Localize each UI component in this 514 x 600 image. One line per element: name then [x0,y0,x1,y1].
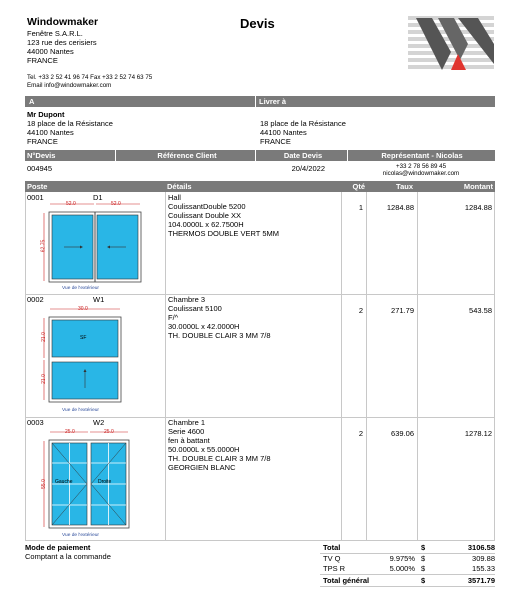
row-poste: 0001 [27,193,44,202]
grand-total-currency: $ [421,576,426,585]
dim-width-right: 25.0 [104,429,114,435]
detail-line: F/^ [168,313,179,322]
bill-line: 18 place de la Résistance [27,119,113,128]
detail-line: Chambre 1 [168,418,206,427]
detail-line: Coulissant Double XX [168,211,241,220]
ship-line: FRANCE [260,137,291,146]
dim-width-left: 52.0 [66,201,76,207]
detail-line: Chambre 3 [168,295,206,304]
info-header-bar [25,150,495,161]
exterior-view-caption: Vue de l'extérieur [62,286,100,291]
quote-date-header: Date Devis [283,151,323,160]
rep-email: nicolas@windowmaker.com [382,170,460,177]
dim-height: 62.75 [40,239,47,253]
ship-line: 18 place de la Résistance [260,119,346,128]
row-code: W2 [93,418,105,427]
company-line: Fenêtre S.A.R.L. [27,29,83,38]
ship-to-block [260,119,346,146]
detail-line: TH. DOUBLE CLAIR 3 MM 7/8 [168,454,271,463]
bill-line: FRANCE [27,137,58,146]
grand-total-label: Total général [323,576,370,585]
company-line: 123 rue des cerisiers [27,38,97,47]
document-title: Devis [240,16,275,31]
tvq-currency: $ [421,554,426,563]
row-code: D1 [93,193,103,202]
window-drawing-w2 [40,429,140,540]
representative-contact [347,163,495,177]
representative-header: Représentant - Nicolas [381,151,463,160]
detail-line: THERMOS DOUBLE VERT 5MM [168,229,279,238]
payment-label: Mode de paiement [25,543,91,552]
quote-number: 004945 [27,164,53,173]
row-details [168,418,271,472]
detail-line: GEORGIEN BLANC [168,463,236,472]
tps-label: TPS R [323,564,346,573]
col-details: Détails [167,182,192,191]
detail-line: Serie 4600 [168,427,205,436]
tps-value: 155.33 [472,564,495,573]
window-drawing-w1 [40,306,130,416]
ship-to-header: Livrer à [259,97,287,106]
row-qte: 1 [358,203,363,212]
bill-line: 44100 Nantes [27,128,74,137]
company-contact [27,74,152,90]
row-taux: 639.06 [391,429,414,438]
client-reference-header: Référence Client [157,151,217,160]
grand-total-value: 3571.79 [467,576,495,585]
row-montant: 1278.12 [464,429,492,438]
company-address [27,29,97,65]
right-sash-label: Droite [98,479,112,485]
detail-line: TH. DOUBLE CLAIR 3 MM 7/8 [168,331,271,340]
row-qte: 2 [358,429,363,438]
bill-to-block [27,110,113,146]
total-label: Total [323,543,341,552]
items-header-bar [25,181,495,192]
tps-currency: $ [421,564,426,573]
col-qte: Qté [352,182,365,191]
row-details [168,295,271,340]
exterior-view-caption: Vue de l'extérieur [62,408,100,413]
company-email: Email info@windowmaker.com [27,82,112,89]
row-poste: 0003 [27,418,44,427]
windowmaker-logo [408,14,494,74]
left-sash-label: Gauche [55,479,73,485]
row-code: W1 [93,295,105,304]
row-taux: 1284.88 [386,203,414,212]
detail-line: CoulissantDouble 5200 [168,202,246,211]
window-drawing-d1 [40,201,146,293]
dim-width-left: 25.0 [65,429,75,435]
company-phone: Tel. +33 2 52 41 96 74 Fax +33 2 52 74 63 75 [27,74,153,81]
tvq-rate: 9.975% [389,554,415,563]
rep-phone: +33 2 78 56 89 45 [395,163,447,170]
tvq-label: TV Q [323,554,341,563]
row-montant: 543.58 [469,306,492,315]
pane-label: SF [80,335,87,341]
dim-width-right: 52.0 [111,201,121,207]
bill-to-header: A [29,97,35,106]
company-name: Windowmaker [27,16,99,28]
detail-line: 50.0000L x 55.0000H [168,445,240,454]
dim-height-top: 21.0 [40,332,47,342]
dim-width: 30.0 [78,306,88,312]
dim-height: 55.0 [40,479,47,489]
row-poste: 0002 [27,295,44,304]
col-poste: Poste [27,182,48,191]
dim-height-bottom: 21.0 [40,374,47,384]
quote-date: 20/4/2022 [291,164,325,173]
client-name: Mr Dupont [27,110,65,119]
tps-rate: 5.000% [389,564,415,573]
col-montant: Montant [463,182,493,191]
total-currency: $ [421,543,426,552]
detail-line: Hall [168,193,181,202]
col-taux: Taux [396,182,413,191]
row-taux: 271.79 [391,306,414,315]
row-qte: 2 [358,306,363,315]
row-montant: 1284.88 [464,203,492,212]
total-value: 3106.58 [467,543,495,552]
tvq-value: 309.88 [472,554,495,563]
detail-line: fen à battant [168,436,210,445]
ship-line: 44100 Nantes [260,128,307,137]
exterior-view-caption: Vue de l'extérieur [62,533,100,538]
detail-line: 104.0000L x 62.7500H [168,220,244,229]
detail-line: 30.0000L x 42.0000H [168,322,240,331]
company-line: FRANCE [27,56,58,65]
row-details [168,193,279,238]
address-header-bar [25,96,495,107]
company-line: 44000 Nantes [27,47,74,56]
quote-number-header: N°Devis [27,151,56,160]
payment-value: Comptant a la commande [25,552,111,561]
detail-line: Coulissant 5100 [168,304,222,313]
